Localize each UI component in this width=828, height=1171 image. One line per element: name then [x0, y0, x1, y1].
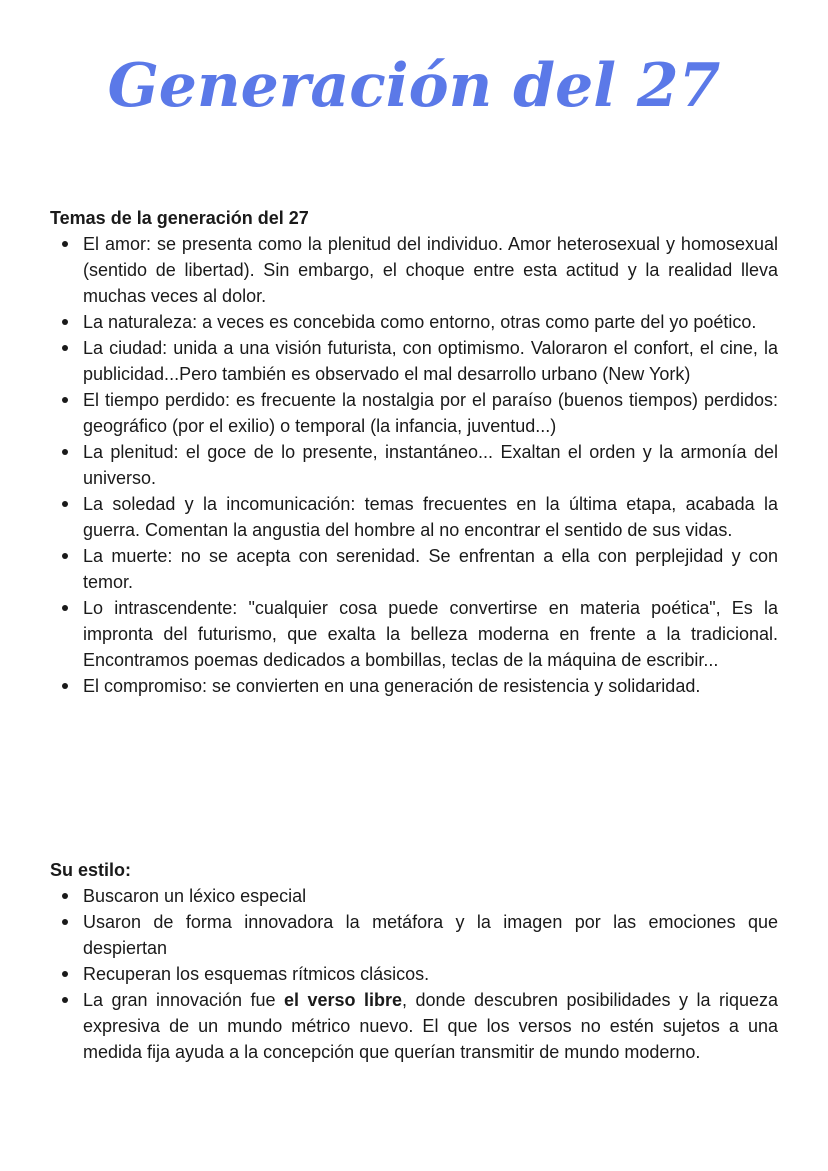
list-item: La naturaleza: a veces es concebida como entorno, otras como parte del yo poético.	[50, 309, 778, 335]
list-item: El compromiso: se convierten en una generación de resistencia y solidaridad.	[50, 673, 778, 699]
verso-libre-emphasis: el verso libre	[284, 990, 402, 1010]
list-item: La soledad y la incomunicación: temas frecuentes en la última etapa, acabada la guerra. Comentan la angustia del hombre al no encontrar el sentido de sus vidas.	[50, 491, 778, 543]
list-item-text: , donde descubren posibilidades y la riqueza expresiva de un mundo métrico nuevo. El que los versos no estén sujetos a una medida fija ayuda a la concepción que querían transmitir de mundo moderno.	[83, 990, 778, 1062]
temas-heading: Temas de la generación del 27	[50, 208, 309, 228]
list-item: Recuperan los esquemas rítmicos clásicos.	[50, 961, 778, 987]
list-item: La ciudad: unida a una visión futurista, con optimismo. Valoraron el confort, el cine, la publicidad...Pero también es observado el mal desarrollo urbano (New York)	[50, 335, 778, 387]
temas-section	[50, 205, 778, 699]
list-item: El amor: se presenta como la plenitud del individuo. Amor heterosexual y homosexual (sentido de libertad). Sin embargo, el choque entre esta actitud y la realidad lleva muchas veces al dolor.	[50, 231, 778, 309]
page-title: Generación del 27	[107, 51, 721, 121]
list-item	[50, 987, 778, 1065]
list-item: El tiempo perdido: es frecuente la nostalgia por el paraíso (buenos tiempos) perdidos: geográfico (por el exilio) o temporal (la infancia, juventud...)	[50, 387, 778, 439]
estilo-list	[50, 883, 778, 1065]
list-item-text: La gran innovación fue	[83, 990, 284, 1010]
estilo-heading: Su estilo:	[50, 860, 132, 880]
list-item: La muerte: no se acepta con serenidad. Se enfrentan a ella con perplejidad y con temor.	[50, 543, 778, 595]
list-item: Lo intrascendente: "cualquier cosa puede convertirse en materia poética", Es la impronta del futurismo, que exalta la belleza moderna en frente a la tradicional. Encontramos poemas dedicados a bombillas, teclas de la máquina de escribir...	[50, 595, 778, 673]
estilo-section	[50, 857, 778, 1065]
temas-list	[50, 231, 778, 699]
list-item: La plenitud: el goce de lo presente, instantáneo... Exaltan el orden y la armonía del universo.	[50, 439, 778, 491]
list-item: Buscaron un léxico especial	[50, 883, 778, 909]
list-item: Usaron de forma innovadora la metáfora y la imagen por las emociones que despiertan	[50, 909, 778, 961]
